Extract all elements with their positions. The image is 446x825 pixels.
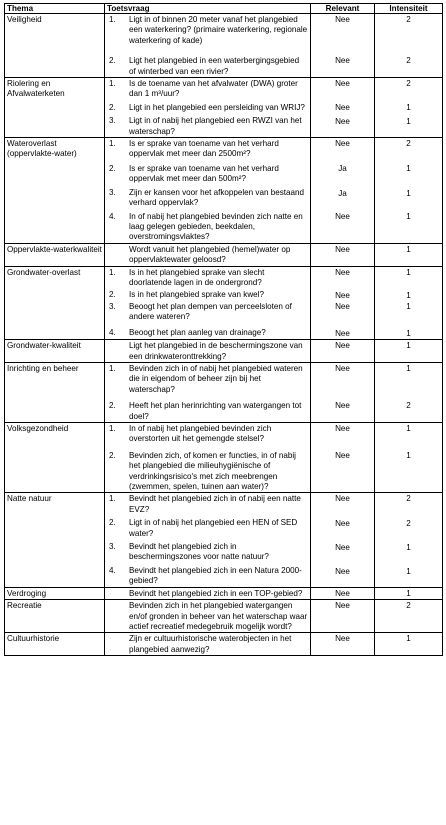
relevant-value: Nee	[335, 139, 350, 149]
question-item	[107, 601, 308, 632]
question-item	[107, 116, 308, 137]
question-text: Bevindt het plangebied zich in of nabij een natte EVZ?	[129, 494, 301, 514]
relevant-value: Nee	[335, 103, 350, 113]
relevant-cell	[311, 243, 375, 266]
question-item	[107, 268, 308, 289]
question-item	[107, 15, 308, 46]
relevant-cell	[311, 266, 375, 340]
relevant-value: Nee	[335, 424, 350, 433]
table-row	[5, 587, 443, 599]
question-number: 1.	[109, 15, 116, 24]
question-item	[107, 103, 308, 113]
relevant-value: Nee	[335, 363, 350, 373]
question-text: Is er sprake van toename van het verhard oppervlak met meer dan 500m²?	[129, 163, 279, 184]
intensiteit-value: 1	[406, 328, 411, 338]
relevant-value: Ja	[338, 164, 347, 174]
table-row	[5, 138, 443, 244]
intensiteit-value: 1	[406, 588, 411, 598]
relevant-value: Nee	[335, 341, 350, 351]
thema-cell: Riolering en Afvalwaterketen	[5, 78, 105, 138]
question-text: Beoogt het plan dempen van perceelsloten of andere wateren?	[129, 301, 292, 322]
question-item	[107, 302, 308, 323]
question-number: 2.	[109, 102, 116, 112]
thema-cell: Veiligheid	[5, 14, 105, 78]
question-text: Bevindt het plangebied zich in een TOP-gebied?	[129, 588, 303, 598]
relevant-value: Nee	[335, 116, 350, 126]
table-row	[5, 362, 443, 422]
question-number: 1.	[109, 363, 116, 373]
relevant-value: Nee	[335, 267, 350, 277]
toetsvraag-cell	[105, 266, 311, 340]
relevant-value: Nee	[335, 401, 350, 411]
question-text: In of nabij het plangebied bevinden zich natte en laag gelegen gebieden, beekdalen, overstromingsvlaktes?	[129, 211, 303, 242]
question-number: 3.	[109, 301, 116, 311]
intensiteit-value: 1	[406, 634, 411, 644]
question-item	[107, 79, 308, 100]
question-text: Ligt in of nabij het plangebied een RWZI van het waterschap?	[129, 116, 302, 136]
question-item	[107, 542, 308, 563]
question-number	[107, 601, 129, 632]
thema-cell: Verdroging	[5, 587, 105, 599]
question-text: Ligt in of nabij het plangebied een HEN of SED water?	[129, 518, 298, 538]
intensiteit-value: 1	[406, 164, 411, 174]
toetsvraag-cell	[105, 423, 311, 493]
question-text: Is in het plangebied sprake van kwel?	[129, 290, 264, 300]
relevant-value: Nee	[335, 212, 350, 222]
header-intensiteit: Intensiteit	[375, 4, 443, 14]
question-text: Ligt in het plangebied een persleiding van WRIJ?	[129, 102, 305, 112]
intensiteit-cell	[375, 633, 443, 656]
toetsvraag-cell	[105, 600, 311, 633]
intensiteit-cell	[375, 340, 443, 363]
intensiteit-value: 2	[406, 139, 411, 149]
intensiteit-cell	[375, 423, 443, 493]
intensiteit-value: 1	[406, 543, 411, 553]
question-number: 3.	[109, 542, 116, 552]
question-number: 2.	[109, 290, 116, 300]
question-text: Heeft het plan herinrichting van watergangen tot doel?	[129, 401, 302, 421]
thema-cell: Wateroverlast (oppervlakte-water)	[5, 138, 105, 244]
question-number: 1.	[109, 424, 116, 433]
relevant-value: Nee	[335, 634, 350, 644]
question-item	[107, 290, 308, 300]
toetsvraag-cell	[105, 633, 311, 656]
thema-cell: Volksgezondheid	[5, 423, 105, 493]
question-number: 2.	[109, 450, 116, 460]
question-number: 1.	[109, 494, 116, 504]
question-item	[107, 245, 308, 266]
table-row	[5, 243, 443, 266]
relevant-value: Nee	[335, 56, 350, 66]
relevant-value: Nee	[335, 15, 350, 24]
table-body	[5, 14, 443, 656]
intensiteit-value: 1	[406, 103, 411, 113]
header-row	[5, 4, 443, 14]
question-number	[107, 634, 129, 655]
question-item	[107, 56, 308, 77]
question-text: In of nabij het plangebied bevinden zich overstorten uit het gemengde stelsel?	[129, 424, 272, 444]
thema-cell: Natte natuur	[5, 493, 105, 587]
intensiteit-value: 2	[406, 56, 411, 66]
toetsvraag-cell	[105, 362, 311, 422]
intensiteit-value: 1	[406, 424, 411, 433]
question-text: Bevinden zich, of komen er functies, in of nabij het plangebied die milieuhygiënische of verdrinkingsrisico's met zich meebrengen (zwemmen, spelen, tuinen aan water)?	[129, 450, 296, 492]
question-item	[107, 634, 308, 655]
question-item	[107, 139, 308, 160]
question-item	[107, 164, 308, 185]
question-item	[107, 424, 308, 445]
relevant-cell	[311, 423, 375, 493]
toetsvraag-cell	[105, 243, 311, 266]
relevant-cell	[311, 362, 375, 422]
relevant-value: Nee	[335, 588, 350, 598]
table-row	[5, 600, 443, 633]
relevant-value: Nee	[335, 543, 350, 553]
table-row	[5, 78, 443, 138]
thema-cell: Cultuurhistorie	[5, 633, 105, 656]
relevant-value: Nee	[335, 451, 350, 461]
thema-cell: Inrichting en beheer	[5, 362, 105, 422]
question-text: Wordt vanuit het plangebied (hemel)water op oppervlaktewater geloosd?	[129, 244, 291, 265]
toetsvraag-cell	[105, 78, 311, 138]
thema-cell: Grondwater-kwaliteit	[5, 340, 105, 363]
question-number: 2.	[109, 56, 116, 66]
intensiteit-cell	[375, 266, 443, 340]
relevant-value: Nee	[335, 601, 350, 611]
question-number: 1.	[109, 139, 116, 149]
thema-cell: Oppervlakte-waterkwaliteit	[5, 243, 105, 266]
relevant-value: Nee	[335, 302, 350, 312]
intensiteit-value: 1	[406, 116, 411, 126]
question-number: 3.	[109, 116, 116, 126]
question-item	[107, 401, 308, 422]
intensiteit-value: 1	[406, 290, 411, 300]
question-text: Is er sprake van toename van het verhard oppervlak met meer dan 2500m²?	[129, 139, 279, 159]
relevant-value: Ja	[338, 188, 347, 198]
intensiteit-cell	[375, 600, 443, 633]
intensiteit-value: 1	[406, 341, 411, 351]
intensiteit-value: 2	[406, 518, 411, 528]
question-text: Bevindt het plangebied zich in een Natura 2000-gebied?	[129, 565, 302, 586]
question-item	[107, 518, 308, 539]
intensiteit-value: 1	[406, 451, 411, 461]
table-row	[5, 633, 443, 656]
question-number	[107, 341, 129, 362]
intensiteit-value: 2	[406, 601, 411, 611]
intensiteit-cell	[375, 243, 443, 266]
question-text: Bevindt het plangebied zich in beschermingszones voor natte natuur?	[129, 542, 269, 562]
intensiteit-value: 1	[406, 363, 411, 373]
question-number: 4.	[109, 211, 116, 221]
relevant-value: Nee	[335, 290, 350, 300]
question-text: Bevinden zich in het plangebied watergangen en/of gronden in beheer van het waterschap waar actief recreatief medegebruik mogelijk wordt?	[129, 601, 308, 631]
intensiteit-value: 1	[406, 188, 411, 198]
thema-cell: Grondwater-overlast	[5, 266, 105, 340]
toetsvraag-cell	[105, 138, 311, 244]
question-number: 2.	[109, 518, 116, 528]
intensiteit-cell	[375, 587, 443, 599]
intensiteit-value: 2	[406, 401, 411, 411]
question-text: Zijn er cultuurhistorische waterobjecten in het plangebied aanwezig?	[129, 634, 292, 654]
question-text: Bevinden zich in of nabij het plangebied wateren die in eigendom of beheer zijn bij het waterschap?	[129, 363, 303, 394]
intensiteit-value: 2	[406, 15, 411, 24]
question-text: Ligt het plangebied in de beschermingszone van een drinkwateronttrekking?	[129, 341, 303, 361]
relevant-cell	[311, 633, 375, 656]
relevant-cell	[311, 340, 375, 363]
intensiteit-cell	[375, 14, 443, 78]
question-item	[107, 589, 308, 599]
relevant-cell	[311, 14, 375, 78]
question-text: Ligt het plangebied in een waterbergingsgebied of winterbed van een rivier?	[129, 56, 300, 76]
question-number: 4.	[109, 327, 116, 337]
header-thema: Thema	[5, 4, 105, 14]
intensiteit-value: 1	[406, 566, 411, 576]
relevant-value: Nee	[335, 566, 350, 576]
relevant-cell	[311, 600, 375, 633]
question-item	[107, 212, 308, 243]
relevant-cell	[311, 493, 375, 587]
intensiteit-value: 2	[406, 79, 411, 89]
question-text: Zijn er kansen voor het afkoppelen van bestaand verhard oppervlak?	[129, 187, 305, 208]
relevant-cell	[311, 78, 375, 138]
relevant-cell	[311, 138, 375, 244]
thema-cell: Recreatie	[5, 600, 105, 633]
question-number: 1.	[109, 79, 116, 89]
intensiteit-value: 2	[406, 494, 411, 504]
intensiteit-value: 1	[406, 212, 411, 222]
question-item	[107, 364, 308, 395]
question-item	[107, 494, 308, 515]
relevant-value: Nee	[335, 518, 350, 528]
question-number: 1.	[109, 267, 116, 277]
question-item	[107, 566, 308, 587]
watertoets-table	[4, 3, 443, 656]
intensiteit-value: 1	[406, 302, 411, 312]
question-number	[107, 589, 129, 599]
question-item	[107, 328, 308, 338]
relevant-value: Nee	[335, 494, 350, 504]
question-number	[107, 245, 129, 266]
question-number: 2.	[109, 163, 116, 173]
table-row	[5, 423, 443, 493]
question-item	[107, 451, 308, 493]
table-row	[5, 340, 443, 363]
toetsvraag-cell	[105, 587, 311, 599]
intensiteit-value: 1	[406, 244, 411, 254]
relevant-value: Nee	[335, 79, 350, 89]
table-row	[5, 493, 443, 587]
question-item	[107, 341, 308, 362]
question-item	[107, 188, 308, 209]
question-text: Is de toename van het afvalwater (DWA) groter dan 1 m³/uur?	[129, 79, 298, 99]
toetsvraag-cell	[105, 340, 311, 363]
relevant-value: Nee	[335, 328, 350, 338]
question-text: Ligt in of binnen 20 meter vanaf het plangebied een waterkering? (primaire waterkering, regionale waterkering of kade)	[129, 15, 308, 45]
header-toetsvraag: Toetsvraag	[105, 4, 311, 14]
toetsvraag-cell	[105, 493, 311, 587]
question-number: 2.	[109, 401, 116, 411]
intensiteit-value: 1	[406, 267, 411, 277]
question-number: 3.	[109, 187, 116, 197]
relevant-value: Nee	[335, 244, 350, 254]
question-text: Is in het plangebied sprake van slecht doorlatende lagen in de ondergrond?	[129, 267, 265, 287]
relevant-cell	[311, 587, 375, 599]
question-text: Beoogt het plan aanleg van drainage?	[129, 327, 266, 337]
question-number: 4.	[109, 565, 116, 575]
header-relevant: Relevant	[311, 4, 375, 14]
intensiteit-cell	[375, 362, 443, 422]
table-row	[5, 266, 443, 340]
table-row	[5, 14, 443, 78]
toetsvraag-cell	[105, 14, 311, 78]
intensiteit-cell	[375, 138, 443, 244]
intensiteit-cell	[375, 493, 443, 587]
intensiteit-cell	[375, 78, 443, 138]
